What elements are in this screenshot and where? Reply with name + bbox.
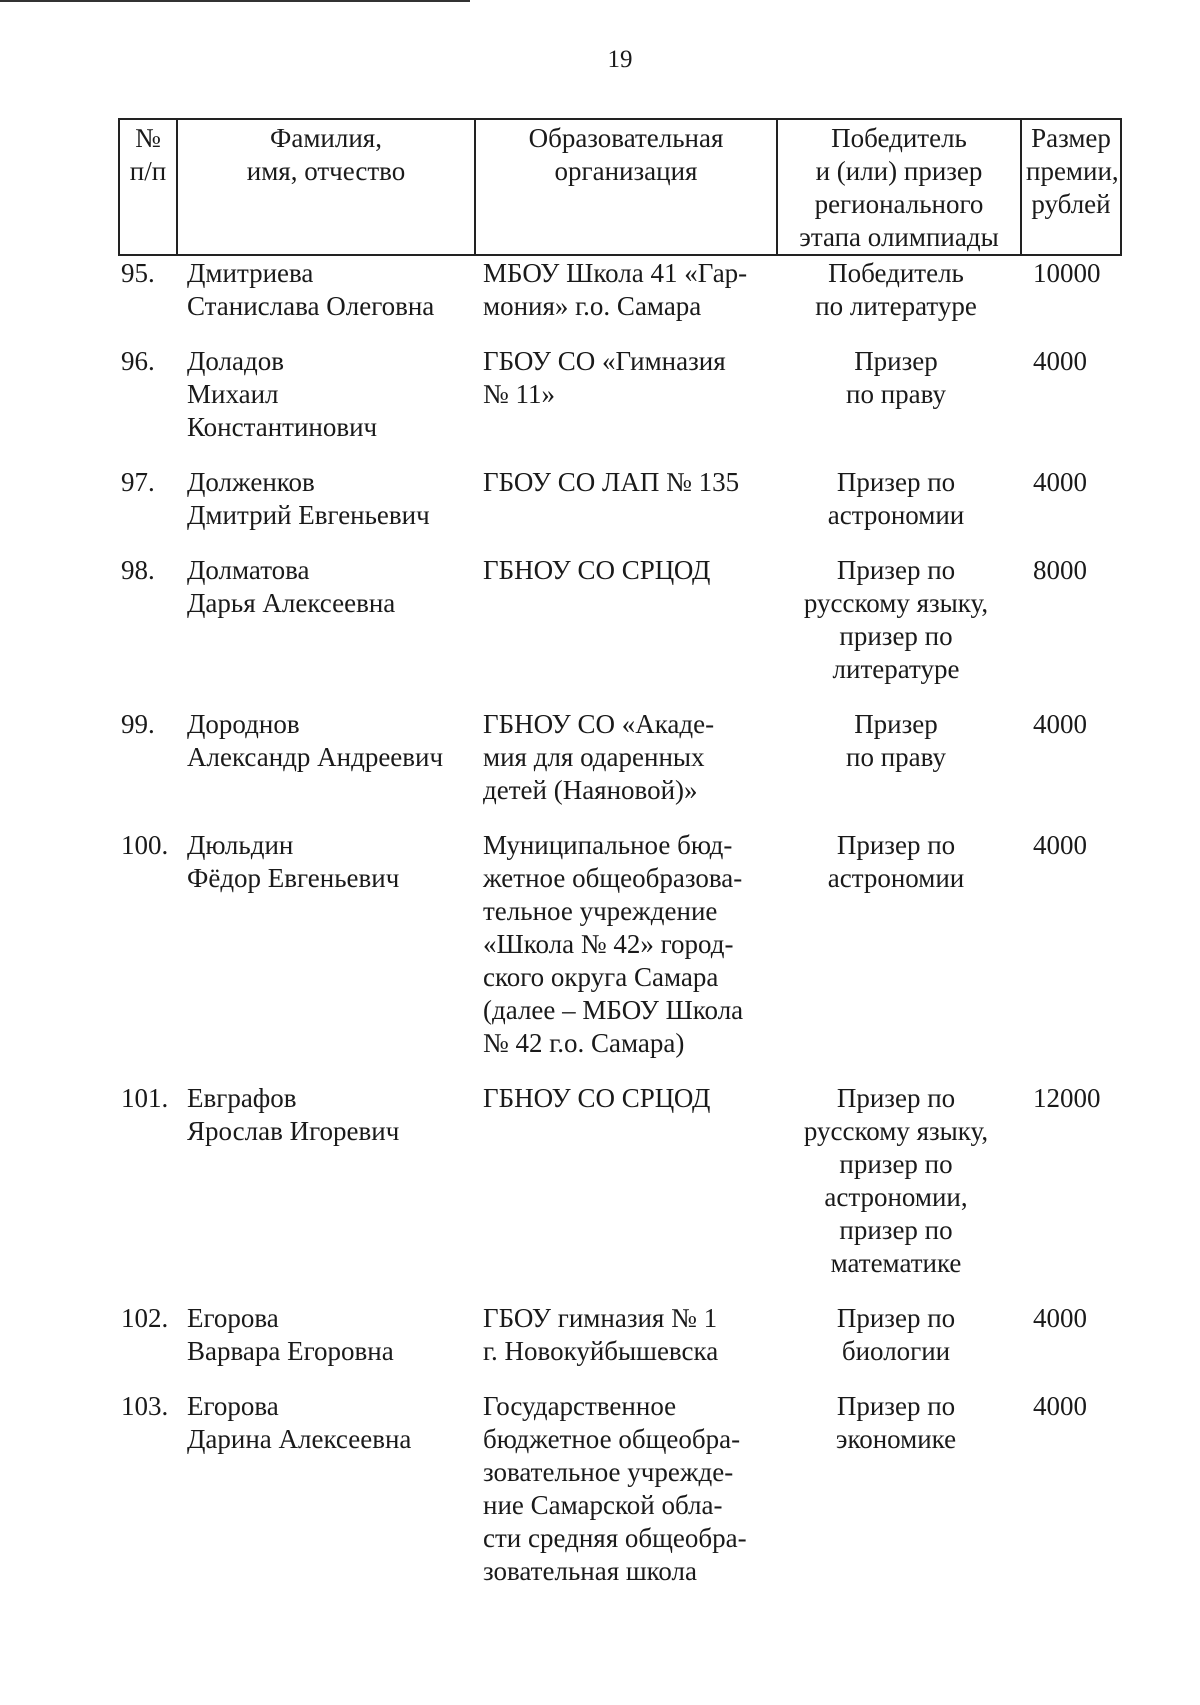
row-winner-status: Призер по праву [846, 709, 946, 772]
table-row [119, 345, 1121, 466]
row-organization: Государственное бюджетное общеобра- зовательное учрежде- ние Самарской обла- сти средняя общеобра- зовательная школа [483, 1391, 747, 1586]
table-row [119, 1082, 1121, 1302]
page-number: 19 [607, 46, 633, 73]
header-winner: Победитель и (или) призер регионального этапа олимпиады [777, 119, 1021, 255]
row-name: Евграфов Ярослав Игоревич [187, 1083, 400, 1146]
row-number: 96. [121, 346, 155, 376]
table-row [119, 255, 1121, 345]
row-winner-status: Призер по русскому языку, призер по астрономии, призер по математике [803, 1083, 989, 1278]
row-prize: 10000 [1033, 258, 1101, 288]
table-row [119, 829, 1121, 1082]
row-number: 97. [121, 467, 155, 497]
row-winner-status: Призер по астрономии [827, 467, 965, 530]
row-organization: ГБОУ гимназия № 1 г. Новокуйбышевска [483, 1303, 719, 1366]
table-row [119, 1302, 1121, 1390]
row-name: Долматова Дарья Алексеевна [187, 555, 396, 618]
row-winner-status: Победитель по литературе [815, 258, 977, 321]
row-prize: 4000 [1033, 1391, 1087, 1421]
row-organization: ГБНОУ СО СРЦОД [483, 1083, 711, 1113]
header-num: № п/п [119, 119, 177, 255]
header-name: Фамилия, имя, отчество [177, 119, 475, 255]
row-prize: 4000 [1033, 467, 1087, 497]
row-organization: ГБНОУ СО «Акаде- мия для одаренных детей (Наяновой)» [483, 709, 715, 805]
row-number: 98. [121, 555, 155, 585]
top-rule [0, 0, 470, 2]
row-name: Дороднов Александр Андреевич [187, 709, 444, 772]
row-name: Доладов Михаил Константинович [187, 346, 378, 442]
row-prize: 12000 [1033, 1083, 1101, 1113]
row-winner-status: Призер по экономике [835, 1391, 957, 1454]
header-row [119, 119, 1121, 255]
row-prize: 4000 [1033, 830, 1087, 860]
row-organization: ГБНОУ СО СРЦОД [483, 555, 711, 585]
row-name: Дмитриева Станислава Олеговна [187, 258, 435, 321]
table-row [119, 466, 1121, 554]
header-org: Образовательная организация [475, 119, 777, 255]
table-row [119, 708, 1121, 829]
row-number: 100. [121, 830, 169, 860]
header-prize: Размер премии, рублей [1021, 119, 1121, 255]
row-prize: 8000 [1033, 555, 1087, 585]
row-organization: МБОУ Школа 41 «Гар- мония» г.о. Самара [483, 258, 748, 321]
row-name: Егорова Варвара Егоровна [187, 1303, 394, 1366]
row-name: Егорова Дарина Алексеевна [187, 1391, 412, 1454]
row-number: 102. [121, 1303, 169, 1333]
row-organization: Муниципальное бюд- жетное общеобразова- тельное учреждение «Школа № 42» город- ского округа Самара (далее – МБОУ Школа № 42 г.о. Самара) [483, 830, 744, 1058]
row-prize: 4000 [1033, 709, 1087, 739]
row-winner-status: Призер по биологии [836, 1303, 956, 1366]
table-row [119, 1390, 1121, 1610]
row-organization: ГБОУ СО ЛАП № 135 [483, 467, 740, 497]
row-number: 101. [121, 1083, 169, 1113]
table-row [119, 554, 1121, 708]
table-body [119, 255, 1121, 1610]
table-header [119, 119, 1121, 255]
row-winner-status: Призер по русскому языку, призер по литературе [803, 555, 989, 684]
row-winner-status: Призер по астрономии [827, 830, 965, 893]
row-prize: 4000 [1033, 1303, 1087, 1333]
row-name: Дюльдин Фёдор Евгеньевич [187, 830, 400, 893]
row-organization: ГБОУ СО «Гимназия № 11» [483, 346, 726, 409]
row-winner-status: Призер по праву [846, 346, 946, 409]
row-number: 99. [121, 709, 155, 739]
row-name: Долженков Дмитрий Евгеньевич [187, 467, 430, 530]
row-number: 103. [121, 1391, 169, 1421]
row-prize: 4000 [1033, 346, 1087, 376]
awards-table [118, 118, 1122, 1610]
row-number: 95. [121, 258, 155, 288]
